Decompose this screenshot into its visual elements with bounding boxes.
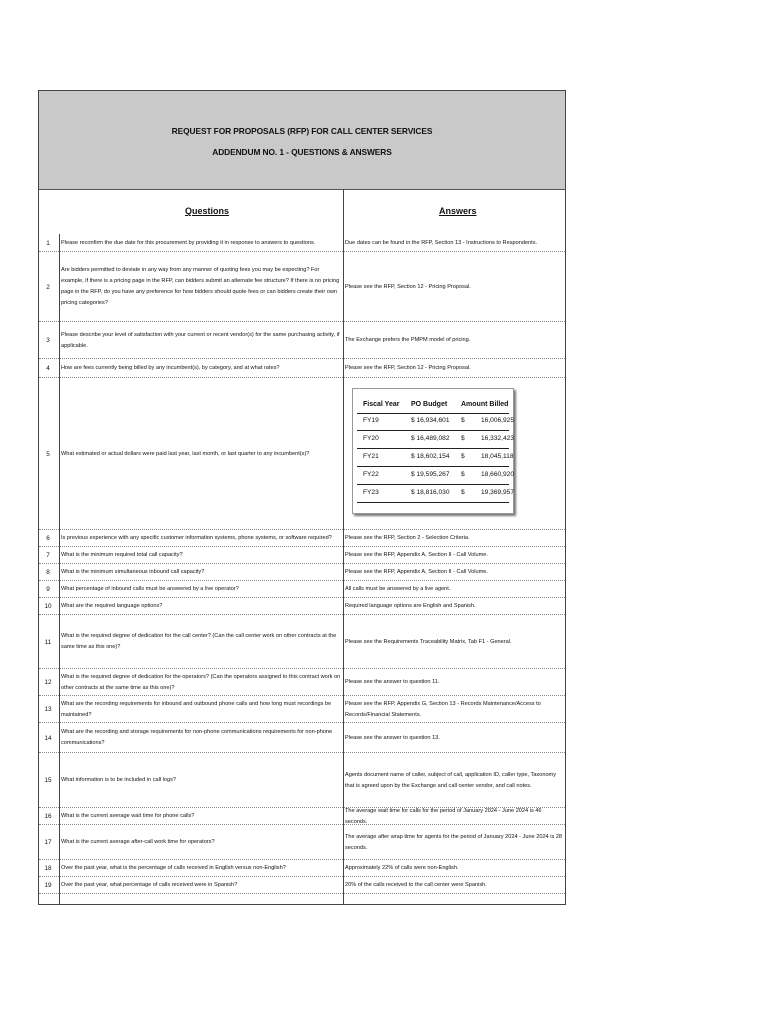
budget-cell-fy: FY19	[363, 417, 379, 424]
budget-cell-billed: 18,045,118	[481, 453, 514, 460]
budget-row-divider	[357, 466, 509, 467]
question-number: 19	[44, 882, 52, 889]
budget-row-divider	[357, 484, 509, 485]
question-number: 7	[46, 552, 50, 559]
budget-row-divider	[357, 502, 509, 503]
qa-row	[39, 753, 565, 808]
qa-row	[39, 581, 565, 598]
question-text: Over the past year, what percentage of calls received were in Spanish?	[61, 882, 238, 888]
question-number: 11	[44, 638, 52, 646]
budget-header-amount-billed: Amount Billed	[461, 401, 509, 408]
question-text: What is the current average after-call work time for operators?	[61, 839, 215, 845]
budget-row-divider	[357, 448, 509, 449]
qa-row	[39, 547, 565, 564]
budget-cell-billed: 18,660,920	[481, 471, 515, 478]
qa-row	[39, 322, 565, 359]
question-text: How are fees currently being billed by any incumbent(s), by category, and at what rates?	[61, 365, 280, 371]
question-text: What estimated or actual dollars were paid last year, last month, or last quarter to any incumbent(s)?	[61, 450, 310, 457]
qa-row	[39, 234, 565, 252]
answer-text: Please see the RFP, Appendix G, Section 13 - Records Maintenance/Access to Records/Financial Statements.	[345, 700, 541, 718]
answer-text: Please see the Requirements Traceability Matrix, Tab F1 - General.	[345, 638, 512, 645]
budget-header-fiscal-year: Fiscal Year	[363, 401, 400, 408]
question-number: 13	[44, 706, 52, 713]
question-number: 1	[46, 239, 50, 247]
question-text: What are the required language options?	[61, 603, 163, 609]
document-title: REQUEST FOR PROPOSALS (RFP) FOR CALL CENTER SERVICES	[171, 126, 433, 136]
qa-row	[39, 860, 565, 877]
question-text: What are the recording requirements for inbound and outbound phone calls and how long must recordings be maintained?	[61, 700, 332, 718]
budget-cell-po: $ 16,489,082	[411, 435, 450, 442]
qa-row	[39, 359, 565, 378]
qa-row	[39, 808, 565, 825]
answer-text: Due dates can be found in the RFP, Section 13 - Instructions to Respondents.	[345, 239, 538, 246]
budget-cell-fy: FY21	[363, 453, 379, 460]
budget-cell-cur: $	[461, 489, 465, 496]
question-text: What is the minimum simultaneous inbound call capacity?	[61, 569, 205, 575]
budget-cell-po: $ 19,595,267	[411, 471, 450, 478]
question-number: 10	[44, 603, 52, 610]
questions-column-header: Questions	[185, 206, 230, 216]
budget-cell-po: $ 16,934,601	[411, 417, 450, 424]
qa-row	[39, 669, 565, 696]
question-text: What is the required degree of dedication for the operators? (Can the operators assigned to this contract work on other contracts at the same time as this one)?	[61, 673, 341, 691]
question-text: What are the recording and storage requirements for non-phone communications requirements for non-phone communications?	[61, 729, 333, 746]
budget-header-po-budget: PO Budget	[411, 401, 448, 408]
answer-text: Required language options are English and Spanish.	[345, 603, 476, 609]
budget-cell-fy: FY20	[363, 435, 379, 442]
answer-text: The Exchange prefers the PMPM model of pricing.	[345, 337, 471, 343]
budget-cell-cur: $	[461, 417, 465, 424]
answer-text: Please see the answer to question 11.	[345, 679, 440, 685]
answer-text: Please see the RFP, Section 12 - Pricing Proposal.	[345, 365, 471, 371]
budget-cell-fy: FY22	[363, 471, 379, 478]
document-subtitle: ADDENDUM NO. 1 - QUESTIONS & ANSWERS	[212, 147, 392, 157]
question-text: What is the current average wait time for phone calls?	[61, 813, 195, 819]
question-text: What is the minimum required total call capacity?	[61, 552, 183, 558]
question-number: 4	[46, 365, 50, 372]
budget-cell-po: $ 18,602,154	[411, 453, 450, 460]
question-number: 12	[44, 679, 52, 686]
budget-row-divider	[357, 430, 509, 431]
budget-cell-fy: FY23	[363, 489, 379, 496]
qa-row	[39, 615, 565, 669]
question-number: 6	[46, 535, 50, 542]
answer-text: Approximately 22% of calls were non-English.	[345, 865, 459, 871]
answer-text: Please see the RFP, Section 12 - Pricing Proposal.	[345, 283, 471, 290]
answers-column-header: Answers	[439, 206, 477, 216]
answer-text: The average after wrap time for agents for the period of January 2024 - June 2024 is 28 seconds.	[345, 833, 563, 851]
qa-sheet	[38, 90, 566, 905]
budget-cell-billed: 16,332,423	[481, 435, 515, 442]
budget-cell-billed: 19,369,957	[481, 489, 515, 496]
answer-text: Please see the RFP, Appendix A, Section II - Call Volume.	[345, 552, 488, 558]
qa-row	[39, 723, 565, 753]
question-text: What information is to be included in call logs?	[61, 777, 177, 783]
question-number: 18	[44, 865, 52, 872]
question-number: 5	[46, 450, 50, 458]
question-text: Over the past year, what is the percentage of calls received in English versus non-English?	[61, 865, 286, 871]
question-number: 14	[44, 734, 52, 742]
answer-text: The average wait time for calls for the period of January 2024 - June 2024 is 46 seconds.	[345, 807, 542, 825]
question-number: 2	[46, 283, 50, 291]
answer-text: Please see the RFP, Appendix A, Section II - Call Volume.	[345, 569, 488, 575]
answer-text: All calls must be answered by a live agent.	[345, 586, 451, 592]
answer-text: Please see the RFP, Section 2 - Selection Criteria.	[345, 535, 470, 541]
answer-text: 20% of the calls received to the call center were Spanish.	[345, 882, 487, 888]
answer-text: Agents document name of caller, subject of call, application ID, caller type, Taxonomy that is agreed upon by the Exchange and call center vendor, and call notes.	[345, 771, 557, 789]
qa-row	[39, 877, 565, 894]
budget-cell-cur: $	[461, 471, 465, 478]
budget-cell-po: $ 18,816,030	[411, 489, 450, 496]
qa-row	[39, 696, 565, 723]
question-number: 9	[46, 586, 50, 593]
budget-cell-billed: 16,006,925	[481, 417, 515, 424]
question-text: Are bidders permitted to deviate in any way from any manner of quoting fees you may be expecting? For example, if there is a pricing page in the RFP, can bidders submit an alternate fee structure? If there is no pricing page in the RFP, do you have any preference for how bidders should quote fees or can bidders create their own pricing categories?	[61, 267, 340, 306]
qa-row	[39, 530, 565, 547]
answer-text: Please see the answer to question 13.	[345, 734, 440, 741]
question-number: 16	[44, 813, 52, 820]
title-band	[39, 91, 565, 190]
budget-table	[352, 388, 514, 514]
question-text: Please describe your level of satisfaction with your current or recent vendor(s) for the same purchasing activity, if applicable.	[61, 331, 340, 349]
qa-row	[39, 252, 565, 322]
qa-row	[39, 564, 565, 581]
question-number: 3	[46, 337, 50, 344]
question-text: What is the required degree of dedication for the call center? (Can the call center work on other contracts at the same time as this one)?	[61, 633, 337, 650]
question-number: 17	[44, 839, 52, 846]
question-number: 8	[46, 569, 50, 576]
qa-row	[39, 825, 565, 860]
question-text: What percentage of inbound calls must be answered by a live operator?	[61, 586, 239, 592]
budget-header-divider	[357, 413, 509, 414]
budget-cell-cur: $	[461, 435, 465, 442]
qa-row	[39, 598, 565, 615]
question-text: Is previous experience with any specific customer information systems, phone systems, or software required?	[61, 535, 332, 541]
question-text: Please reconfirm the due date for this procurement by providing it in response to answers to questions.	[61, 239, 316, 246]
budget-cell-cur: $	[461, 453, 465, 460]
question-number: 15	[44, 777, 52, 784]
